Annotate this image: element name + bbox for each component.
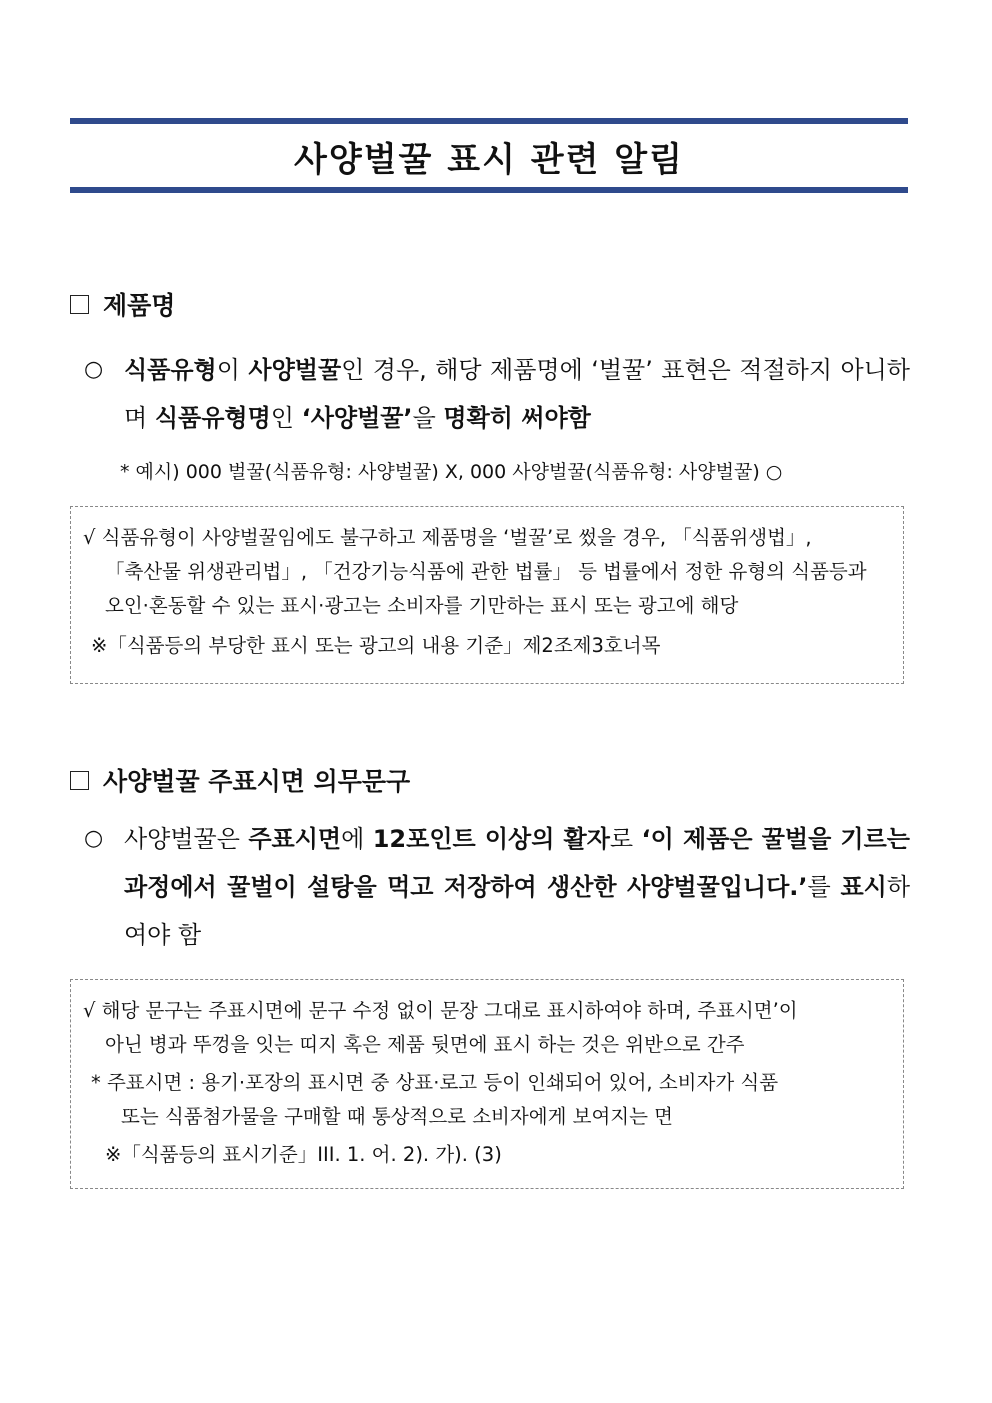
box-reference: ※「식품등의 부당한 표시 또는 광고의 내용 기준」제2조제3호너목 [91, 634, 661, 657]
box-line: 아닌 병과 뚜껑을 잇는 띠지 혹은 제품 뒷면에 표시 하는 것은 위반으로 간주 [105, 1033, 745, 1056]
box-text: 식품유형이 사양벌꿀임에도 불구하고 제품명을 ‘벌꿀’로 썼을 경우, 「식품위생법」, [101, 526, 812, 549]
section1-bullet [84, 346, 910, 442]
section1-example: * 예시) 000 벌꿀(식품유형: 사양벌꿀) X, 000 사양벌꿀(식품유형: 사양벌꿀) ○ [120, 461, 783, 483]
text-part: 이 [216, 356, 249, 384]
circle-bullet-icon: ○ [84, 357, 104, 382]
section1-bullet-text [124, 346, 910, 442]
text-part: 인 [270, 404, 302, 432]
section2-info-box [70, 979, 904, 1189]
title-bottom-rule [70, 187, 908, 193]
box-note-cont: 또는 식품첨가물을 구매할 때 통상적으로 소비자에게 보여지는 면 [121, 1105, 673, 1128]
text-part-bold: 표시 [840, 873, 887, 901]
text-part-bold: 식품유형명 [154, 404, 271, 432]
box-note: * 주표시면 : 용기·포장의 표시면 중 상표·로고 등이 인쇄되어 있어, 소비자가 식품 [91, 1071, 779, 1094]
check-mark-icon: √ [83, 999, 96, 1022]
page-title: 사양벌꿀 표시 관련 알림 [294, 140, 684, 180]
text-part: 사양벌꿀은 [124, 825, 249, 853]
section-heading-label: 제품명 [103, 291, 176, 320]
text-part: 를 [807, 873, 841, 901]
box-reference: ※「식품등의 표시기준」III. 1. 어. 2). 가). (3) [105, 1143, 502, 1166]
text-part-bold: 주표시면 [248, 825, 342, 853]
box-line: 오인·혼동할 수 있는 표시·광고는 소비자를 기만하는 표시 또는 광고에 해당 [105, 594, 739, 617]
text-part: 에 [341, 825, 373, 853]
text-part-bold: ‘사양벌꿀’ [301, 404, 413, 432]
checkbox-square-icon [70, 295, 89, 314]
text-part: 을 [412, 404, 444, 432]
text-food-type: 식품유형 [124, 356, 217, 384]
text-part: 로 [609, 825, 642, 853]
box-line: 「축산물 위생관리법」, 「건강기능식품에 관한 법률」 등 법률에서 정한 유형의 식품등과 [105, 560, 867, 583]
section-heading-product-name [70, 286, 175, 322]
text-part-bold: 사양벌꿀 [248, 356, 342, 384]
box-text: 해당 문구는 주표시면에 문구 수정 없이 문장 그대로 표시하여야 하며, 주표시면’이 [101, 999, 798, 1022]
title-top-rule [70, 118, 908, 124]
section-heading-label: 사양벌꿀 주표시면 의무문구 [103, 767, 411, 796]
section2-bullet-text [124, 815, 910, 959]
text-part-bold: 명확히 써야함 [443, 404, 591, 432]
text-part-bold: ‘이 제품은 꿀벌을 기르는 과정에서 꿀벌이 설탕을 먹고 저장하여 생산한 사양벌꿀입니다.’ [124, 825, 910, 901]
text-part: 인 경우, 해당 제품명에 ‘벌꿀’ 표현은 적절하지 아니하며 [124, 356, 910, 432]
box-line [83, 521, 891, 555]
section1-info-box [70, 506, 904, 684]
checkbox-square-icon [70, 771, 89, 790]
section2-bullet [84, 815, 910, 959]
check-mark-icon: √ [83, 526, 96, 549]
circle-bullet-icon: ○ [84, 826, 104, 851]
text-part: 하여야 함 [124, 873, 910, 949]
section-heading-mandatory-phrase [70, 762, 410, 798]
box-line [83, 994, 891, 1028]
text-part-bold: 12포인트 이상의 활자 [372, 825, 610, 853]
